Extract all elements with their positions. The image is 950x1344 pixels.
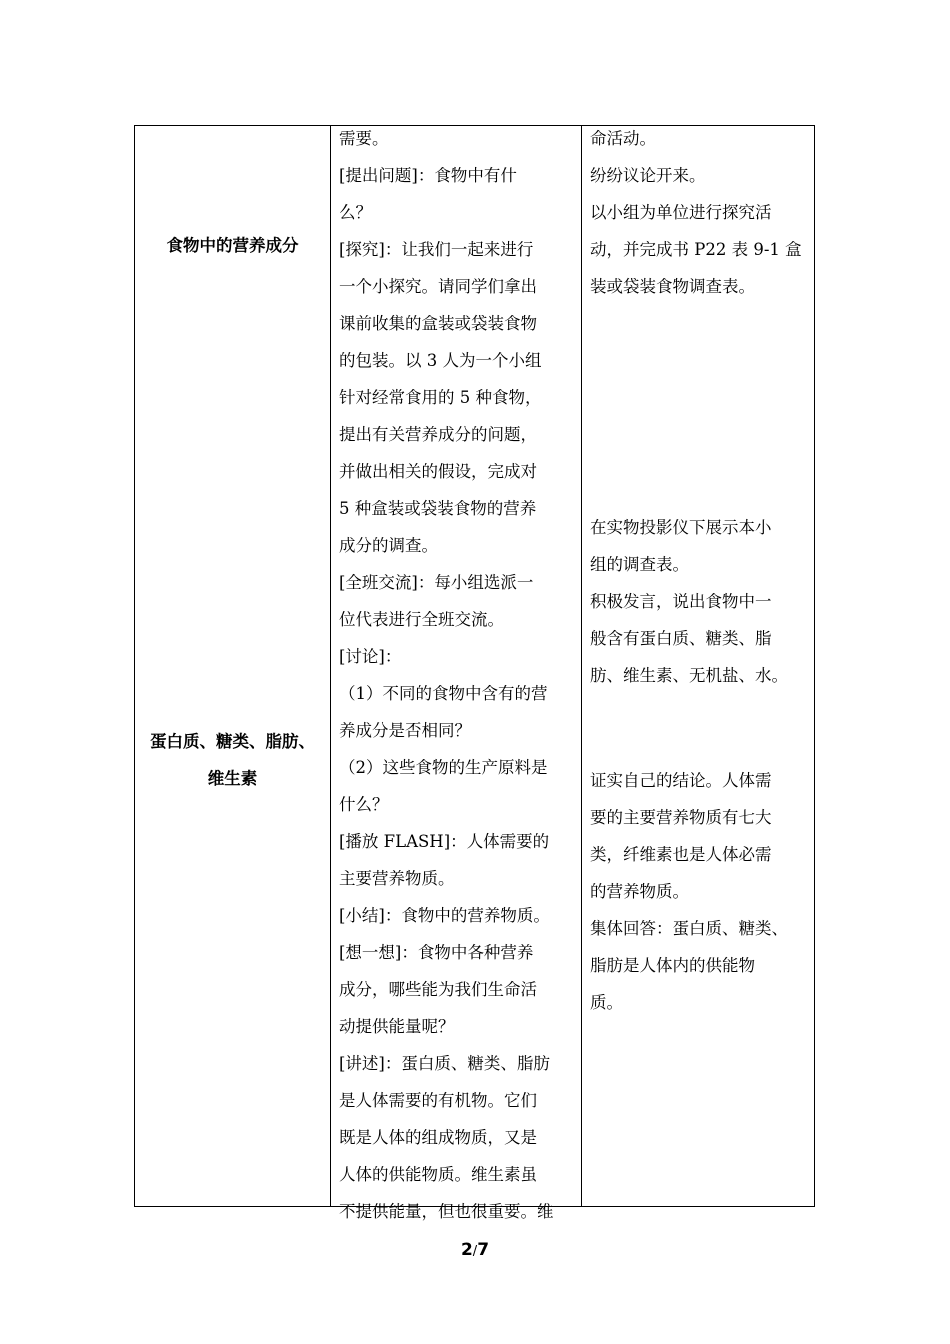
text-line: 并做出相关的假设，完成对 [339, 462, 537, 481]
column-divider [581, 126, 582, 1206]
text-line: [想一想]：食物中各种营养 [339, 943, 534, 962]
text-line: 装或袋装食物调查表。 [590, 277, 755, 296]
text-line: 既是人体的组成物质，又是 [339, 1128, 537, 1147]
section-label-nutrients: 食物中的营养成分 [166, 236, 299, 255]
student-activity-block [590, 509, 812, 694]
text-line: 组的调查表。 [590, 555, 689, 574]
text-line: 动，并完成书 P22 表 9-1 盒 [590, 240, 802, 259]
text-line: 提出有关营养成分的问题， [339, 425, 537, 444]
text-line: 纷纷议论开来。 [590, 166, 706, 185]
text-line: 成分，哪些能为我们生命活 [339, 980, 537, 999]
text-line: 一个小探究。请同学们拿出 [339, 277, 537, 296]
text-line: （2）这些食物的生产原料是 [339, 758, 548, 777]
text-line: [小结]：食物中的营养物质。 [339, 906, 550, 925]
text-line: 位代表进行全班交流。 [339, 610, 504, 629]
text-line: 积极发言，说出食物中一 [590, 592, 772, 611]
text-line: [播放 FLASH]：人体需要的 [339, 832, 550, 851]
text-line: 需要。 [339, 129, 389, 148]
text-line: 以小组为单位进行探究活 [590, 203, 772, 222]
text-line: 5 种盒装或袋装食物的营养 [339, 499, 537, 518]
lesson-table [134, 125, 815, 1221]
text-line: 在实物投影仪下展示本小 [590, 518, 772, 537]
text-line: [提出问题]：食物中有什 [339, 166, 517, 185]
text-line: 脂肪是人体内的供能物 [590, 956, 755, 975]
text-line: （1）不同的食物中含有的营 [339, 684, 548, 703]
text-line: 养成分是否相同？ [339, 721, 471, 740]
student-activity-block [590, 762, 812, 1021]
text-line: [探究]：让我们一起来进行 [339, 240, 534, 259]
page-number: 2/7 [460, 1240, 490, 1260]
section-label-nutrient-types: 蛋白质、糖类、脂肪、 维生素 [150, 732, 315, 788]
text-line: 什么？ [339, 795, 389, 814]
teacher-activity-column [339, 120, 575, 1230]
text-line: 的营养物质。 [590, 882, 689, 901]
text-line: 人体的供能物质。维生素虽 [339, 1165, 537, 1184]
text-line: 证实自己的结论。人体需 [590, 771, 772, 790]
text-line: 集体回答：蛋白质、糖类、 [590, 919, 788, 938]
text-line: 课前收集的盒装或袋装食物 [339, 314, 537, 333]
text-line: 是人体需要的有机物。它们 [339, 1091, 537, 1110]
text-line: 不提供能量，但也很重要。维 [339, 1202, 554, 1221]
student-activity-block [590, 120, 812, 305]
text-line: [讲述]：蛋白质、糖类、脂肪 [339, 1054, 550, 1073]
text-line: [全班交流]：每小组选派一 [339, 573, 534, 592]
text-line: 动提供能量呢？ [339, 1017, 455, 1036]
text-line: 肪、维生素、无机盐、水。 [590, 666, 788, 685]
text-line: 的包装。以 3 人为一个小组 [339, 351, 542, 370]
text-line: 要的主要营养物质有七大 [590, 808, 772, 827]
text-line: 类，纤维素也是人体必需 [590, 845, 772, 864]
text-line: 么？ [339, 203, 372, 222]
text-line: 成分的调查。 [339, 536, 438, 555]
text-line: 主要营养物质。 [339, 869, 455, 888]
text-line: [讨论]： [339, 647, 402, 666]
text-line: 命活动。 [590, 129, 656, 148]
text-line: 针对经常食用的 5 种食物， [339, 388, 542, 407]
text-line: 般含有蛋白质、糖类、脂 [590, 629, 772, 648]
column-divider [330, 126, 331, 1206]
text-line: 质。 [590, 993, 623, 1012]
